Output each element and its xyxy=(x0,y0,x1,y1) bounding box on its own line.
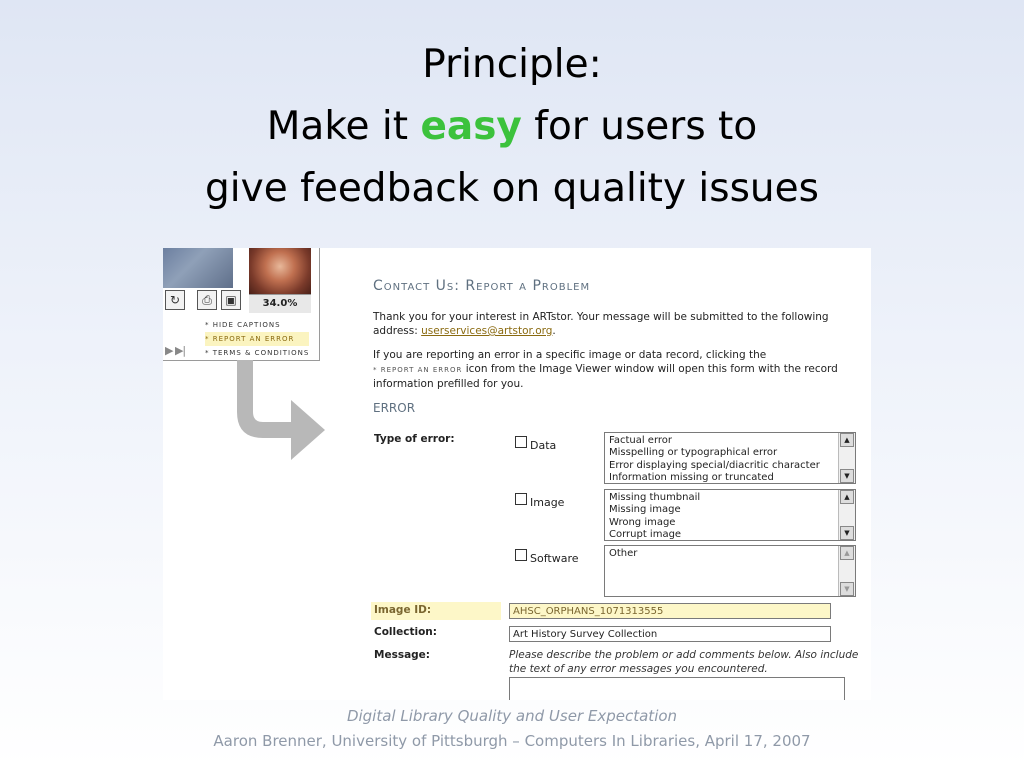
next-last-icon[interactable]: ▶ ▶| xyxy=(165,344,186,357)
footer-credit: Aaron Brenner, University of Pittsburgh – Computers In Libraries, April 17, 2007 xyxy=(213,732,811,750)
data-checkbox[interactable] xyxy=(515,436,527,448)
list-item[interactable]: Other xyxy=(609,548,638,559)
intro-text: Thank you for your interest in ARTstor. Your message will be submitted to the following address: xyxy=(373,311,829,337)
scroll-up-icon[interactable]: ▲ xyxy=(840,490,854,504)
scroll-down-icon[interactable]: ▼ xyxy=(840,469,854,483)
scroll-down-icon[interactable]: ▼ xyxy=(840,526,854,540)
intro-end: . xyxy=(552,325,556,337)
thumbnail-image-left xyxy=(163,248,233,288)
screenshot-panel xyxy=(163,248,871,700)
list-scrollbar[interactable] xyxy=(838,433,855,483)
image-id-field[interactable]: AHSC_ORPHANS_1071313555 xyxy=(509,603,831,619)
image-error-list[interactable] xyxy=(604,489,856,541)
slide-title xyxy=(0,34,1024,220)
image-checkbox-label: Image xyxy=(530,496,565,509)
message-textarea[interactable] xyxy=(509,677,845,700)
list-item[interactable]: Misspelling or typographical error xyxy=(609,447,778,459)
report-error-link[interactable]: * REPORT AN ERROR xyxy=(205,332,309,346)
list-scrollbar[interactable] xyxy=(838,546,855,596)
message-label: Message: xyxy=(374,649,430,661)
hide-captions-link[interactable]: * HIDE CAPTIONS xyxy=(205,321,281,329)
report-text-2: icon from the Image Viewer window will open this form with the record information prefilled for you. xyxy=(373,363,838,390)
arrow-icon xyxy=(229,360,329,460)
terms-conditions-link[interactable]: * TERMS & CONDITIONS xyxy=(205,349,310,357)
collection-field[interactable]: Art History Survey Collection xyxy=(509,626,831,642)
save-icon[interactable]: ▣ xyxy=(221,290,241,310)
list-item[interactable]: Error displaying special/diacritic character xyxy=(609,459,820,471)
error-section-label: ERROR xyxy=(373,401,416,415)
list-item[interactable]: Missing image xyxy=(609,504,681,516)
list-item[interactable]: Factual error xyxy=(609,435,673,446)
scroll-down-icon[interactable]: ▼ xyxy=(840,582,854,596)
image-id-label: Image ID: xyxy=(374,604,432,616)
type-of-error-label: Type of error: xyxy=(374,433,455,445)
report-error-tag: * REPORT AN ERROR xyxy=(373,366,463,374)
collection-label: Collection: xyxy=(374,626,437,638)
software-error-list[interactable] xyxy=(604,545,856,597)
list-scrollbar[interactable] xyxy=(838,490,855,540)
report-text-1: If you are reporting an error in a specific image or data record, clicking the xyxy=(373,349,767,361)
list-item[interactable]: Missing thumbnail xyxy=(609,492,701,503)
scroll-up-icon[interactable]: ▲ xyxy=(840,546,854,560)
software-checkbox[interactable] xyxy=(515,549,527,561)
data-checkbox-label: Data xyxy=(530,439,557,452)
report-paragraph xyxy=(373,348,863,391)
title-accent-word: easy xyxy=(420,104,522,149)
message-instructions: Please describe the problem or add comments below. Also include the text of any error messages you encountered. xyxy=(509,649,859,675)
title-line-2-post: for users to xyxy=(534,104,758,149)
footer-title: Digital Library Quality and User Expectation xyxy=(346,707,678,725)
form-heading: Contact Us: Report a Problem xyxy=(373,278,591,294)
image-checkbox[interactable] xyxy=(515,493,527,505)
intro-paragraph xyxy=(373,310,863,338)
report-problem-form xyxy=(373,278,863,415)
software-checkbox-label: Software xyxy=(530,552,579,565)
title-line-2-pre: Make it xyxy=(266,104,409,149)
viewer-menu xyxy=(205,318,309,360)
scroll-up-icon[interactable]: ▲ xyxy=(840,433,854,447)
list-item[interactable]: Wrong image xyxy=(609,516,676,528)
title-line-2 xyxy=(0,96,1024,158)
data-error-list[interactable] xyxy=(604,432,856,484)
list-item[interactable]: Information missing or truncated xyxy=(609,471,774,483)
image-viewer-fragment xyxy=(163,248,320,361)
print-icon[interactable]: ⎙ xyxy=(197,290,217,310)
title-line-3: give feedback on quality issues xyxy=(205,166,819,211)
zoom-level: 34.0% xyxy=(249,294,311,313)
list-item[interactable]: Corrupt image xyxy=(609,528,682,540)
title-line-1: Principle: xyxy=(422,42,602,87)
rotate-icon[interactable]: ↻ xyxy=(165,290,185,310)
email-link[interactable]: userservices@artstor.org xyxy=(421,325,553,337)
